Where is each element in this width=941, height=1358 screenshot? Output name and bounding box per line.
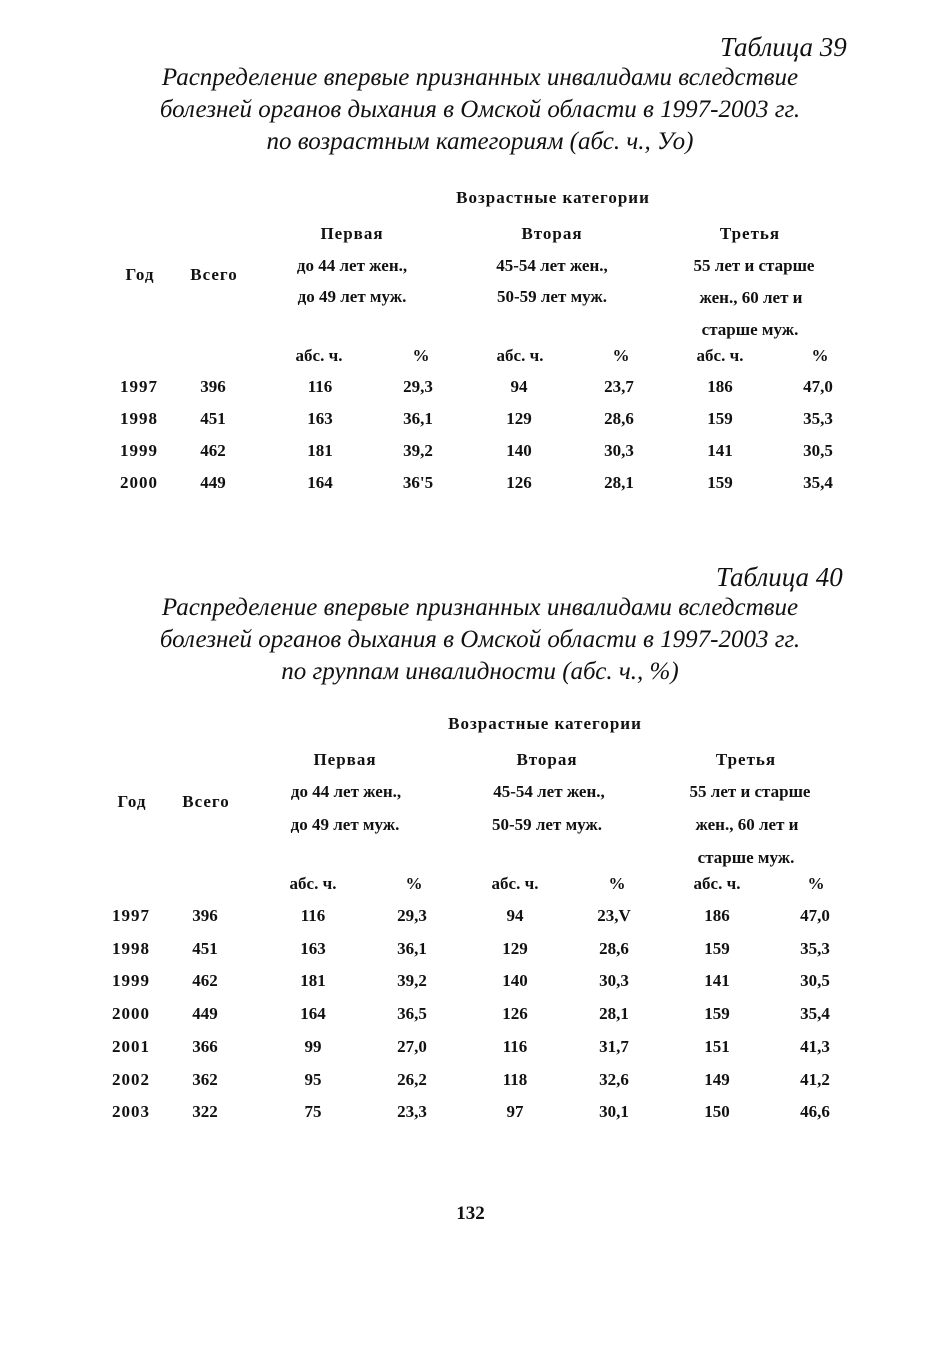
cell-cat1-abs: 164 — [300, 1004, 326, 1024]
cell-cat2-abs: 116 — [502, 1036, 528, 1056]
cell-year: 2000 — [112, 1004, 150, 1024]
cell-cat1-abs: 164 — [307, 473, 333, 492]
cell-total: 451 — [192, 938, 218, 958]
data-table — [0, 188, 941, 508]
cell-cat3-abs: 186 — [704, 906, 730, 925]
cell-year: 2003 — [112, 1102, 150, 1122]
cell-cat2-abs: 126 — [502, 1004, 528, 1024]
cell-total: 396 — [192, 906, 218, 925]
table-number: Таблица 40 — [716, 562, 843, 592]
cell-year: 1997 — [112, 906, 150, 925]
cell-cat3-pct: 30,5 — [800, 971, 830, 991]
cell-cat1-abs: 163 — [307, 409, 333, 428]
header-cat3-line3: старше муж. — [701, 320, 799, 339]
cell-cat3-pct: 35,4 — [800, 1004, 830, 1024]
table-caption — [60, 592, 900, 688]
cell-cat2-abs: 94 — [510, 377, 528, 396]
table-number: Таблица 39 — [720, 32, 847, 62]
cell-cat1-abs: 181 — [300, 971, 326, 991]
cell-cat3-pct: 47,0 — [800, 906, 830, 925]
cell-cat2-pct: 23,V — [597, 906, 631, 925]
header-abs: абс. ч. — [696, 346, 744, 365]
cell-cat3-abs: 159 — [704, 1004, 730, 1024]
cell-cat1-pct: 39,2 — [397, 971, 427, 991]
header-total: Всего — [182, 792, 230, 811]
header-abs: абс. ч. — [491, 874, 539, 893]
header-cat1-line1: до 44 лет жен., — [296, 256, 408, 275]
cell-total: 451 — [200, 409, 226, 428]
data-table — [0, 714, 941, 1134]
header-pct: % — [608, 874, 626, 893]
header-cat1-title: Первая — [320, 224, 384, 243]
caption-line: Распределение впервые признанных инвалидами вследствие — [161, 64, 799, 91]
cell-cat1-abs: 95 — [304, 1069, 322, 1089]
cell-cat3-abs: 151 — [704, 1036, 730, 1056]
cell-cat2-pct: 28,1 — [599, 1004, 629, 1024]
cell-cat1-pct: 36,1 — [403, 409, 433, 428]
header-abs: абс. ч. — [496, 346, 544, 365]
cell-cat1-abs: 116 — [300, 906, 326, 925]
header-pct: % — [412, 346, 430, 365]
header-year: Год — [117, 792, 147, 811]
header-pct: % — [405, 874, 423, 893]
cell-cat3-pct: 47,0 — [803, 377, 833, 396]
cell-cat2-abs: 118 — [502, 1069, 528, 1089]
header-pct: % — [612, 346, 630, 365]
cell-cat1-abs: 181 — [307, 441, 333, 460]
header-cat3-line1: 55 лет и старше — [689, 782, 811, 801]
cell-total: 462 — [200, 441, 226, 460]
header-pct: % — [811, 346, 829, 365]
cell-cat1-pct: 36'5 — [402, 473, 434, 492]
cell-cat3-abs: 149 — [704, 1069, 730, 1089]
cell-cat1-pct: 29,3 — [397, 906, 427, 925]
cell-cat1-pct: 39,2 — [403, 441, 433, 460]
header-cat2-title: Вторая — [521, 224, 583, 243]
cell-cat3-abs: 141 — [704, 971, 730, 991]
cell-cat3-abs: 159 — [707, 473, 733, 492]
cell-cat1-pct: 23,3 — [397, 1102, 427, 1122]
cell-cat2-abs: 129 — [506, 409, 532, 428]
cell-total: 449 — [192, 1004, 218, 1024]
cell-cat1-abs: 75 — [304, 1102, 322, 1122]
header-cat2-line2: 50-59 лет муж. — [491, 815, 603, 834]
header-pct: % — [807, 874, 825, 893]
cell-year: 2002 — [112, 1069, 150, 1089]
cell-cat2-pct: 28,6 — [599, 938, 629, 958]
cell-cat2-pct: 30,1 — [599, 1102, 629, 1122]
cell-cat1-pct: 36,1 — [397, 938, 427, 958]
caption-line: Распределение впервые признанных инвалидами вследствие — [161, 594, 799, 621]
cell-year: 2000 — [120, 473, 158, 492]
cell-cat1-abs: 116 — [307, 377, 333, 396]
cell-cat1-abs: 163 — [300, 938, 326, 958]
page-number: 132 — [456, 1203, 485, 1224]
cell-total: 322 — [192, 1102, 218, 1122]
cell-cat2-pct: 28,1 — [604, 473, 634, 492]
cell-cat1-abs: 99 — [304, 1036, 322, 1056]
cell-cat2-pct: 30,3 — [604, 441, 634, 460]
cell-cat3-pct: 35,3 — [803, 409, 833, 428]
cell-year: 1999 — [120, 441, 158, 460]
cell-cat3-abs: 159 — [704, 938, 730, 958]
header-cat2-line1: 45-54 лет жен., — [493, 782, 605, 801]
cell-cat2-pct: 32,6 — [599, 1069, 629, 1089]
caption-line: болезней органов дыхания в Омской области в 1997-2003 гг. — [159, 626, 801, 653]
table-caption — [60, 62, 900, 158]
cell-cat1-pct: 36,5 — [397, 1004, 427, 1024]
caption-line: болезней органов дыхания в Омской области в 1997-2003 гг. — [159, 96, 801, 123]
cell-cat2-abs: 126 — [506, 473, 532, 492]
header-cat1-line1: до 44 лет жен., — [290, 782, 402, 801]
header-age-categories: Возрастные категории — [456, 188, 650, 207]
header-cat1-line2: до 49 лет муж. — [297, 287, 407, 306]
cell-cat3-pct: 35,3 — [800, 938, 830, 958]
header-abs: абс. ч. — [295, 346, 343, 365]
header-cat1-line2: до 49 лет муж. — [290, 815, 400, 834]
cell-cat1-pct: 26,2 — [397, 1069, 427, 1089]
cell-year: 1998 — [112, 938, 150, 958]
header-year: Год — [125, 265, 155, 284]
header-cat3-line3: старше муж. — [697, 848, 795, 867]
cell-total: 362 — [192, 1069, 218, 1089]
cell-year: 1999 — [112, 971, 150, 991]
cell-cat2-pct: 30,3 — [599, 971, 629, 991]
caption-line: по группам инвалидности (абс. ч., %) — [281, 658, 679, 685]
cell-year: 1997 — [120, 377, 158, 396]
cell-year: 1998 — [120, 409, 158, 428]
cell-total: 396 — [200, 377, 226, 396]
header-cat2-line2: 50-59 лет муж. — [496, 287, 608, 306]
cell-cat2-abs: 97 — [506, 1102, 524, 1122]
header-age-categories: Возрастные категории — [448, 714, 642, 733]
cell-cat2-abs: 94 — [506, 906, 524, 925]
header-cat2-title: Вторая — [516, 750, 578, 769]
header-cat3-line2: жен., 60 лет и — [695, 815, 799, 834]
header-cat1-title: Первая — [313, 750, 377, 769]
cell-cat3-pct: 46,6 — [800, 1102, 830, 1122]
caption-line: по возрастным категориям (абс. ч., Уо) — [266, 128, 694, 155]
cell-cat1-pct: 29,3 — [403, 377, 433, 396]
header-abs: абс. ч. — [693, 874, 741, 893]
cell-cat2-pct: 31,7 — [599, 1036, 629, 1056]
cell-cat2-pct: 28,6 — [604, 409, 634, 428]
cell-total: 366 — [192, 1036, 218, 1056]
cell-cat3-abs: 186 — [707, 377, 733, 396]
cell-cat2-abs: 140 — [506, 441, 532, 460]
header-cat3-title: Третья — [715, 750, 777, 769]
cell-total: 462 — [192, 971, 218, 991]
cell-cat3-abs: 159 — [707, 409, 733, 428]
header-cat3-line1: 55 лет и старше — [693, 256, 815, 275]
cell-cat3-pct: 30,5 — [803, 441, 833, 460]
cell-total: 449 — [200, 473, 226, 492]
header-cat3-line2: жен., 60 лет и — [699, 288, 803, 307]
cell-cat2-abs: 129 — [502, 938, 528, 958]
cell-cat3-pct: 41,3 — [800, 1036, 830, 1056]
header-total: Всего — [190, 265, 238, 284]
cell-cat1-pct: 27,0 — [397, 1036, 427, 1056]
header-cat3-title: Третья — [719, 224, 781, 243]
cell-cat3-pct: 35,4 — [803, 473, 833, 492]
cell-cat2-pct: 23,7 — [604, 377, 634, 396]
cell-cat2-abs: 140 — [502, 971, 528, 991]
header-abs: абс. ч. — [289, 874, 337, 893]
header-cat2-line1: 45-54 лет жен., — [496, 256, 608, 275]
cell-year: 2001 — [112, 1036, 150, 1056]
cell-cat3-abs: 141 — [707, 441, 733, 460]
cell-cat3-abs: 150 — [704, 1102, 730, 1122]
cell-cat3-pct: 41,2 — [800, 1069, 830, 1089]
